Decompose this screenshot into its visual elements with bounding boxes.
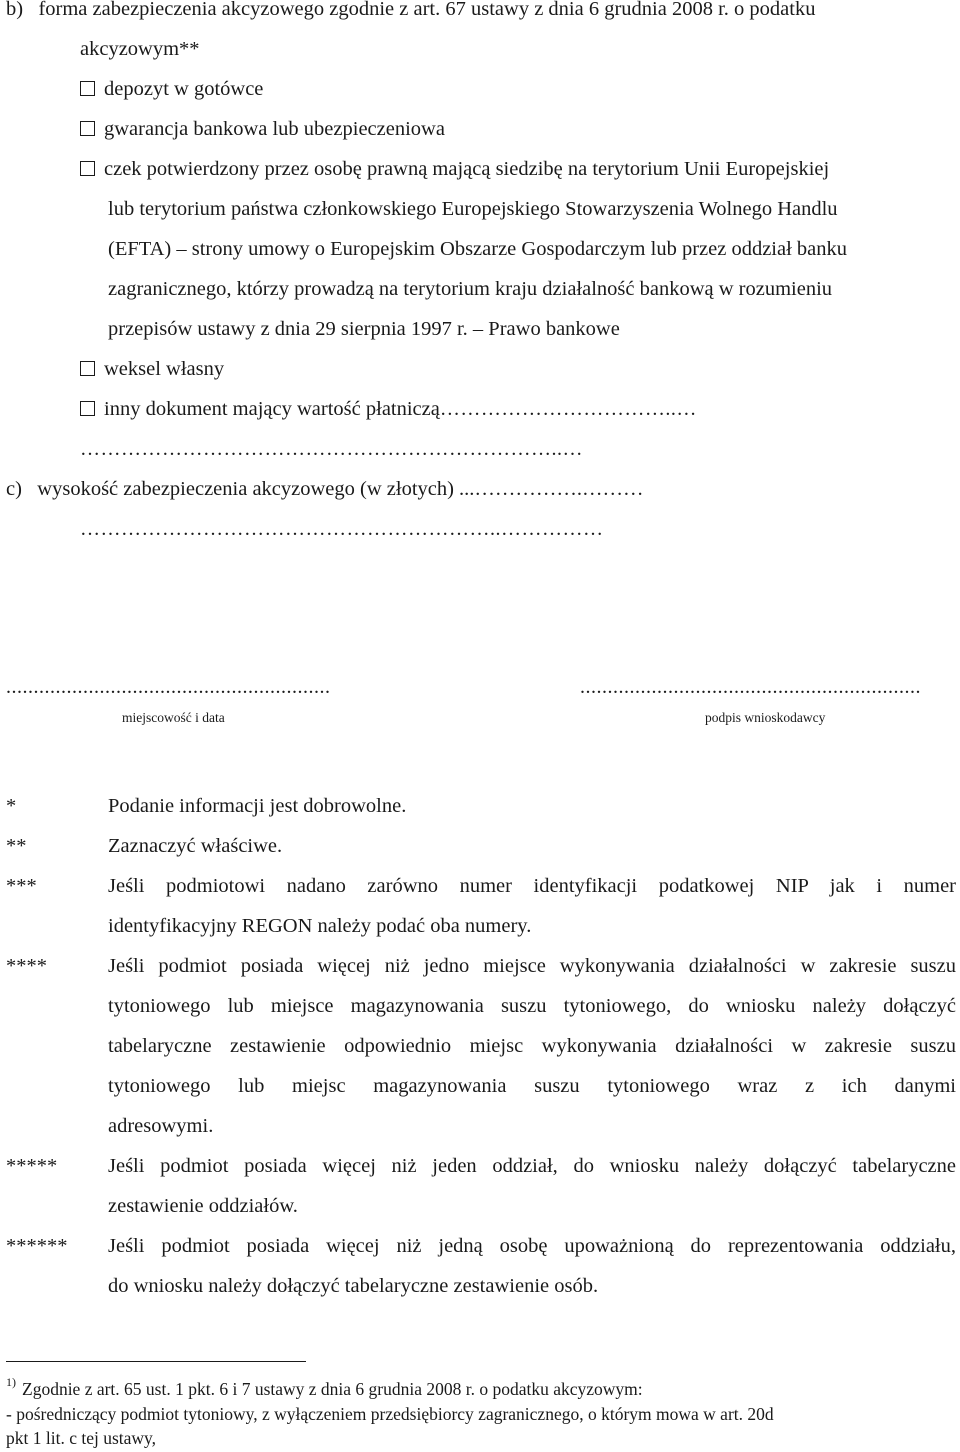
place-date-label: miejscowość i data — [122, 710, 225, 725]
checkbox-icon[interactable] — [80, 161, 95, 176]
signature-fill-line[interactable]: .............................................................. — [580, 676, 921, 698]
checkbox-icon[interactable] — [80, 81, 95, 96]
note-marker: **** — [6, 955, 47, 977]
section-b-heading: b) forma zabezpieczenia akcyzowego zgodnie z art. 67 ustawy z dnia 6 grudnia 2008 r. o podatku — [6, 0, 816, 20]
option-bank-guarantee[interactable]: gwarancja bankowa lub ubezpieczeniowa — [80, 109, 445, 149]
signature-label: podpis wnioskodawcy — [705, 710, 826, 725]
cheque-text-line: zagranicznego, którzy prowadzą na terytorium kraju działalność bankową w rozumieniu — [108, 278, 833, 300]
cheque-text-line: przepisów ustawy z dnia 29 sierpnia 1997 r. – Prawo bankowe — [108, 318, 620, 340]
note-marker: ** — [6, 835, 27, 857]
note-text: identyfikacyjny REGON należy podać oba numery. — [108, 915, 532, 937]
other-document-fill-line[interactable]: ……………………………..… — [439, 398, 697, 420]
footnote-text: Zgodnie z art. 65 ust. 1 pkt. 6 i 7 ustawy z dnia 6 grudnia 2008 r. o podatku akcyzowym: — [22, 1379, 643, 1399]
note-text: Jeśli podmiot posiada więcej niż jeden oddział, do wniosku należy dołączyć tabelaryczne — [108, 1155, 956, 1177]
note-text: Jeśli podmiot posiada więcej niż jedną osobę upoważnioną do reprezentowania oddziału, — [108, 1235, 956, 1257]
note-text: tytoniowego lub miejsce magazynowania suszu tytoniowego, do wniosku należy dołączyć — [108, 995, 956, 1017]
note-text: tytoniowego lub miejsc magazynowania suszu tytoniowego wraz z ich danymi — [108, 1075, 956, 1097]
note-text: tabelaryczne zestawienie odpowiednio miejsc wykonywania działalności w zakresie suszu — [108, 1035, 956, 1057]
note-text: adresowymi. — [108, 1115, 214, 1137]
place-date-fill-line[interactable]: ........................................................... — [6, 676, 331, 698]
option-cash-deposit[interactable]: depozyt w gotówce — [80, 69, 263, 109]
note-marker: * — [6, 795, 17, 817]
note-marker: *** — [6, 875, 37, 897]
note-text: Podanie informacji jest dobrowolne. — [108, 795, 407, 817]
security-amount-fill-line[interactable]: ……………………………………………………..…………… — [80, 518, 604, 540]
option-other-document[interactable]: inny dokument mający wartość płatniczą……………………………..… — [80, 389, 697, 429]
footnote-text: pkt 1 lit. c tej ustawy, — [6, 1428, 157, 1448]
footnote-separator — [6, 1361, 306, 1362]
checkbox-icon[interactable] — [80, 401, 95, 416]
footnote-text: - pośredniczący podmiot tytoniowy, z wyłączeniem przedsiębiorcy zagranicznego, o którym mowa w art. 20d — [6, 1404, 774, 1424]
note-text: do wniosku należy dołączyć tabelaryczne zestawienie osób. — [108, 1275, 599, 1297]
option-certified-cheque[interactable]: czek potwierdzony przez osobę prawną mającą siedzibę na terytorium Unii Europejskiej — [80, 149, 829, 189]
note-text: Zaznaczyć właściwe. — [108, 835, 283, 857]
cheque-text-line: lub terytorium państwa członkowskiego Europejskiego Stowarzyszenia Wolnego Handlu — [108, 198, 838, 220]
note-marker: ***** — [6, 1155, 58, 1177]
section-b-heading-cont: akcyzowym** — [80, 38, 200, 60]
note-text: Jeśli podmiotowi nadano zarówno numer identyfikacji podatkowej NIP jak i numer — [108, 875, 956, 897]
cheque-text-line: (EFTA) – strony umowy o Europejskim Obszarze Gospodarczym lub przez oddział banku — [108, 238, 848, 260]
checkbox-icon[interactable] — [80, 361, 95, 376]
footnote-marker: 1) — [6, 1375, 16, 1389]
option-own-promissory-note[interactable]: weksel własny — [80, 349, 224, 389]
checkbox-icon[interactable] — [80, 121, 95, 136]
security-amount-label[interactable]: c) wysokość zabezpieczenia akcyzowego (w złotych) ...…………….……… — [6, 478, 644, 500]
note-text: zestawienie oddziałów. — [108, 1195, 298, 1217]
note-text: Jeśli podmiot posiada więcej niż jedno miejsce wykonywania działalności w zakresie suszu — [108, 955, 956, 977]
other-document-fill-line-2[interactable]: ……………………………………………………………..… — [80, 438, 583, 460]
note-marker: ****** — [6, 1235, 68, 1257]
